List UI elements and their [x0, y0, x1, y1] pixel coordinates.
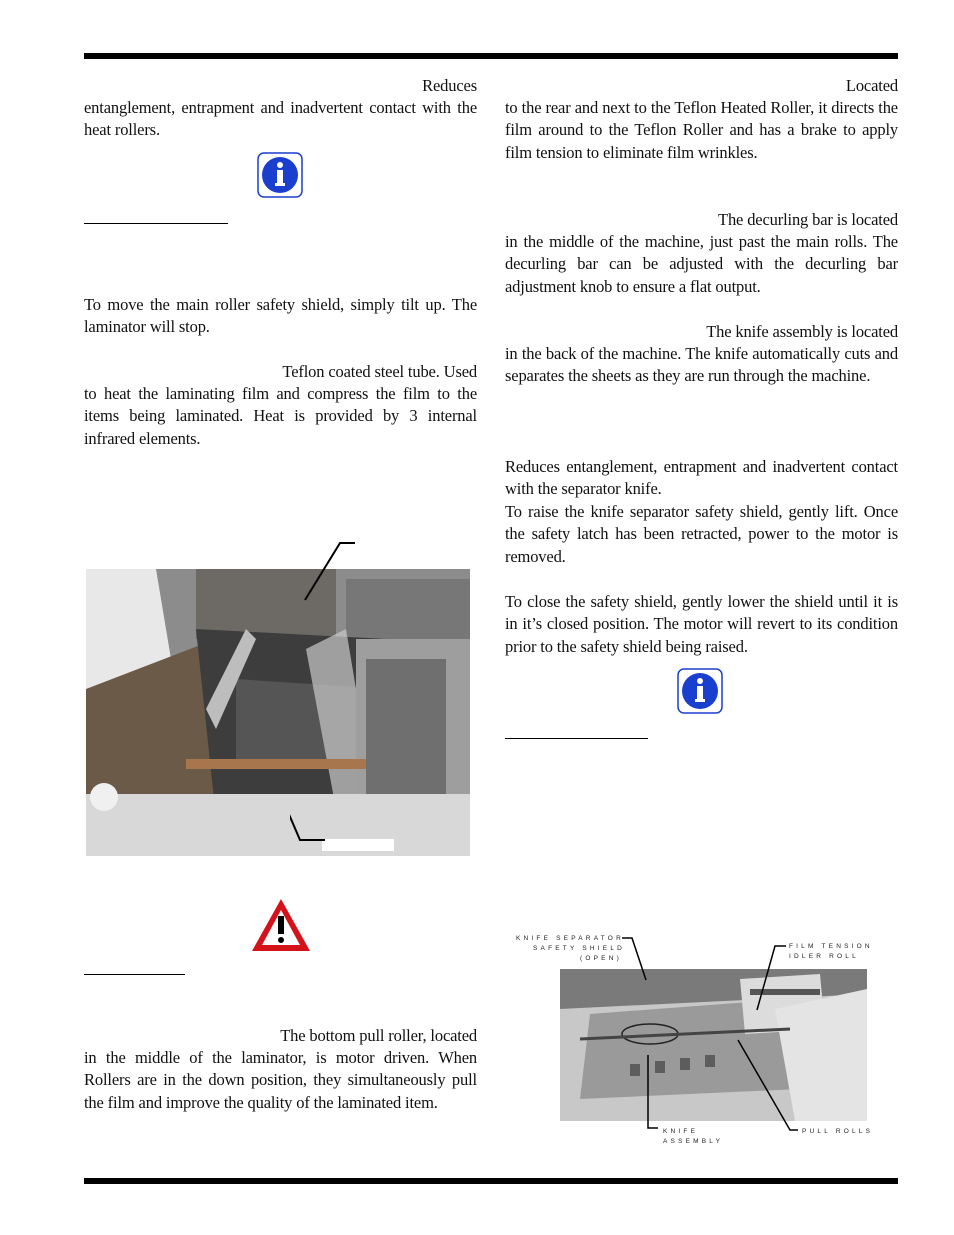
right-p1-lead: Located	[845, 76, 898, 95]
right-p3-text: in the back of the machine. The knife automatically cuts and separates the sheets as they are run through the machine.	[505, 344, 898, 386]
right-p2-text: in the middle of the machine, just past the main rolls. The decurling bar can be adjusted with the decurling bar adjustment knob to ensure a flat output.	[505, 232, 898, 296]
right-heading-underline	[505, 738, 648, 739]
left-p1-text: entanglement, entrapment and inadvertent contact with the heat rollers.	[84, 98, 477, 140]
top-rule	[84, 53, 898, 59]
figure2-leader-lines	[560, 930, 880, 1140]
info-icon	[257, 152, 303, 198]
label-knife-assembly-1: KNIFE	[663, 1128, 699, 1135]
left-p3-text: to heat the laminating film and compress the film to the items being laminated. Heat is provided by 3 internal infrared elements.	[84, 384, 477, 448]
photo1-leader-lines	[290, 540, 360, 852]
label-knife-shield-2: SAFETY SHIELD	[533, 945, 626, 952]
label-film-tension-1: FILM TENSION	[789, 943, 873, 950]
label-knife-shield-1: KNIFE SEPARATOR	[516, 935, 624, 942]
left-heading-underline-2	[84, 974, 185, 975]
label-knife-shield-3: (OPEN)	[580, 955, 622, 962]
label-film-tension-2: IDLER ROLL	[789, 953, 859, 960]
left-p2: To move the main roller safety shield, simply tilt up. The laminator will stop.	[84, 295, 477, 337]
label-pull-rolls: PULL ROLLS	[802, 1128, 874, 1135]
bottom-rule	[84, 1178, 898, 1184]
right-p3-lead: The knife assembly is located	[706, 322, 898, 341]
warning-icon	[249, 896, 313, 954]
left-heading-underline-1	[84, 223, 228, 224]
right-p2-lead: The decurling bar is located	[718, 210, 898, 229]
right-p6: To close the safety shield, gently lower the shield until it is in it’s closed position. The motor will revert to its condition prior to the safety shield being raised.	[505, 592, 898, 656]
right-p4: Reduces entanglement, entrapment and inadvertent contact with the separator knife.	[505, 457, 898, 499]
left-p1-lead: Reduces	[422, 76, 477, 95]
main-roller-photo	[86, 569, 470, 856]
left-p4-text: in the middle of the laminator, is motor driven. When Rollers are in the down position, they simultaneously pull the film and improve the quality of the laminated item.	[84, 1048, 477, 1112]
info-icon	[677, 668, 723, 714]
left-p3-lead: Teflon coated steel tube. Used	[282, 362, 477, 381]
right-p5: To raise the knife separator safety shield, gently lift. Once the safety latch has been retracted, power to the motor is removed.	[505, 502, 898, 566]
right-p1-text: to the rear and next to the Teflon Heated Roller, it directs the film around to the Teflon Roller and has a brake to apply film tension to eliminate film wrinkles.	[505, 98, 898, 162]
left-p4-lead: The bottom pull roller, located	[280, 1026, 477, 1045]
label-knife-assembly-2: ASSEMBLY	[663, 1138, 724, 1145]
